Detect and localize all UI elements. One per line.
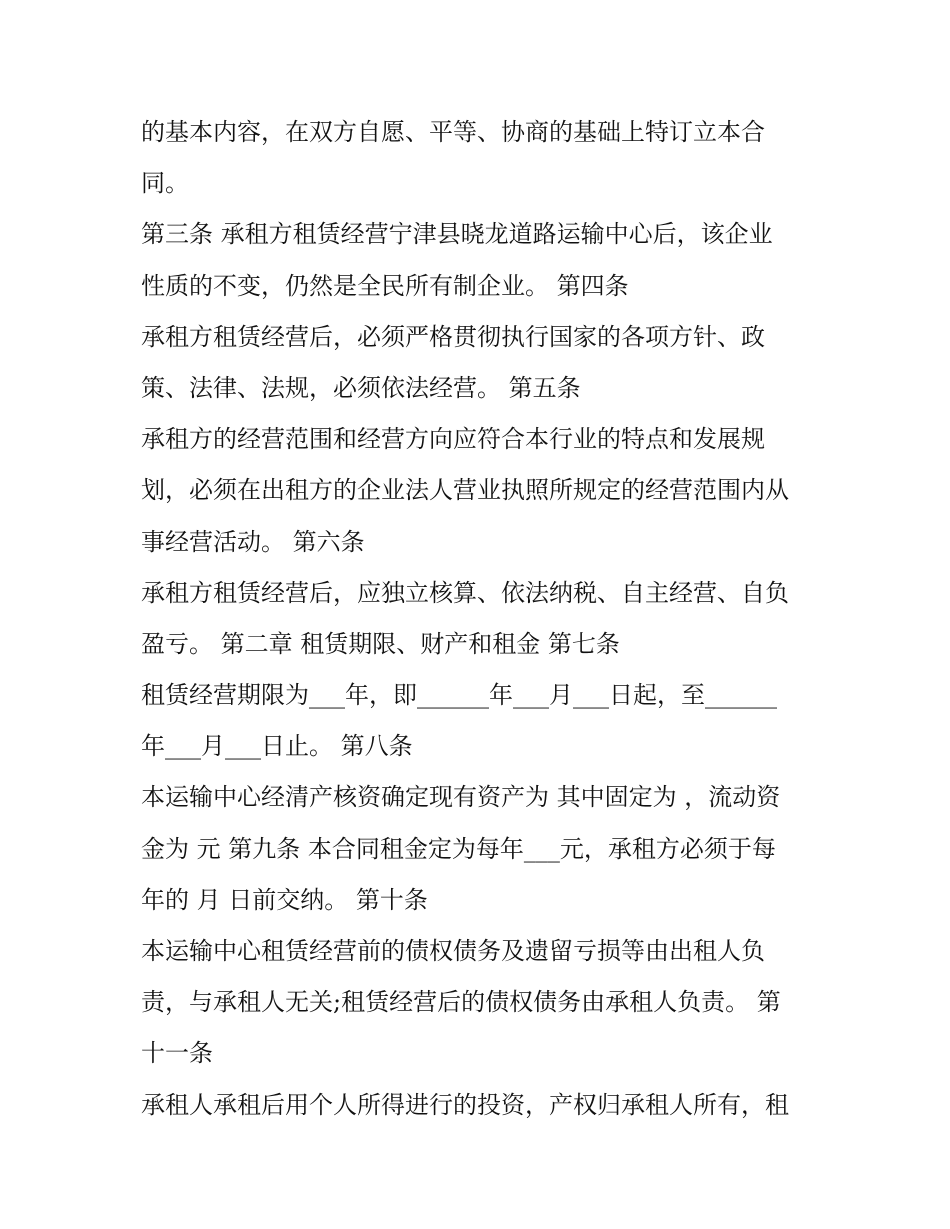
text-line: 的基本内容，在双方自愿、平等、协商的基础上特订立本合 [141,118,765,146]
text-line: 租赁经营期限为___年，即______年___月___日起，至______ [141,681,777,710]
text-line: 责，与承租人无关;租赁经营后的债权债务由承租人负责。 第 [141,988,781,1017]
text-line: 承租方租赁经营后，应独立核算、依法纳税、自主经营、自负 [141,578,789,607]
text-line: 本运输中心租赁经营前的债权债务及遗留亏损等由出租人负 [141,937,765,965]
text-line: 本运输中心经清产核资确定现有资产为 其中固定为 ，流动资 [141,783,781,812]
text-line: 承租方租赁经营后，必须严格贯彻执行国家的各项方针、政 [141,322,765,351]
text-line: 性质的不变，仍然是全民所有制企业。 第四条 [141,271,629,300]
text-line: 年的 月 日前交纳。 第十条 [141,885,428,914]
text-line: 盈亏。 第二章 租赁期限、财产和租金 第七条 [141,629,620,658]
text-line: 十一条 [141,1039,213,1068]
text-line: 策、法律、法规，必须依法经营。 第五条 [141,373,581,402]
text-line: 划，必须在出租方的企业法人营业执照所规定的经营范围内从 [141,476,789,505]
text-line: 年___月___日止。 第八条 [141,732,413,761]
text-line: 承租人承租后用个人所得进行的投资，产权归承租人所有，租 [141,1090,789,1119]
text-line: 第三条 承租方租赁经营宁津县晓龙道路运输中心后，该企业 [141,220,773,249]
text-line: 承租方的经营范围和经营方向应符合本行业的特点和发展规 [141,425,765,454]
text-line: 事经营活动。 第六条 [141,527,365,556]
contract-text [141,112,821,1136]
text-line: 金为 元 第九条 本合同租金定为每年___元，承租方必须于每 [141,834,776,863]
text-line: 同。 [141,169,189,198]
